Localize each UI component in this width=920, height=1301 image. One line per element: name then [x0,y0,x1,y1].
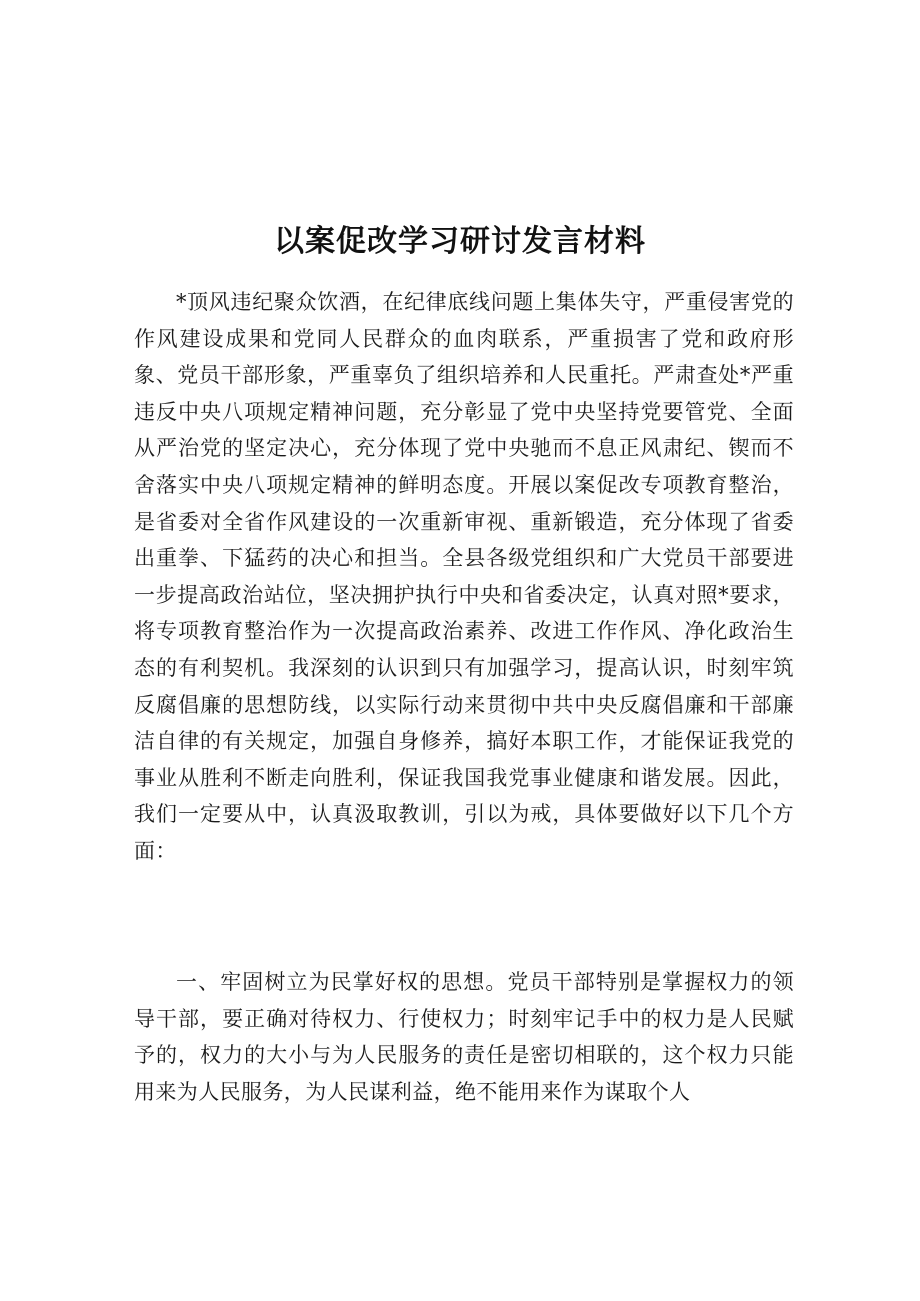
body-paragraph-point-one: 一、牢固树立为民掌好权的思想。党员干部特别是掌握权力的领导干部，要正确对待权力、行使权力；时刻牢记手中的权力是人民赋予的，权力的大小与为人民服务的责任是密切相联的，这个权力只能用来为人民服务，为人民谋利益，绝不能用来作为谋取个人 [134,970,794,1104]
body-paragraph-intro: *顶风违纪聚众饮酒，在纪律底线问题上集体失守，严重侵害党的作风建设成果和党同人民群众的血肉联系，严重损害了党和政府形象、党员干部形象，严重辜负了组织培养和人民重托。严肃查处*严重违反中央八项规定精神问题，充分彰显了党中央坚持党要管党、全面从严治党的坚定决心，充分体现了党中央驰而不息正风肃纪、锲而不舍落实中央八项规定精神的鲜明态度。开展以案促改专项教育整治，是省委对全省作风建设的一次重新审视、重新锻造，充分体现了省委出重拳、下猛药的决心和担当。全县各级党组织和广大党员干部要进一步提高政治站位，坚决拥护执行中央和省委决定，认真对照*要求，将专项教育整治作为一次提高政治素养、改进工作作风、净化政治生态的有利契机。我深刻的认识到只有加强学习，提高认识，时刻牢筑反腐倡廉的思想防线，以实际行动来贯彻中共中央反腐倡廉和干部廉洁自律的有关规定，加强自身修养，搞好本职工作，才能保证我党的事业从胜利不断走向胜利，保证我国我党事业健康和谐发展。因此，我们一定要从中，认真汲取教训，引以为戒，具体要做好以下几个方面： [134,290,794,863]
document-title: 以案促改学习研讨发言材料 [274,224,646,259]
